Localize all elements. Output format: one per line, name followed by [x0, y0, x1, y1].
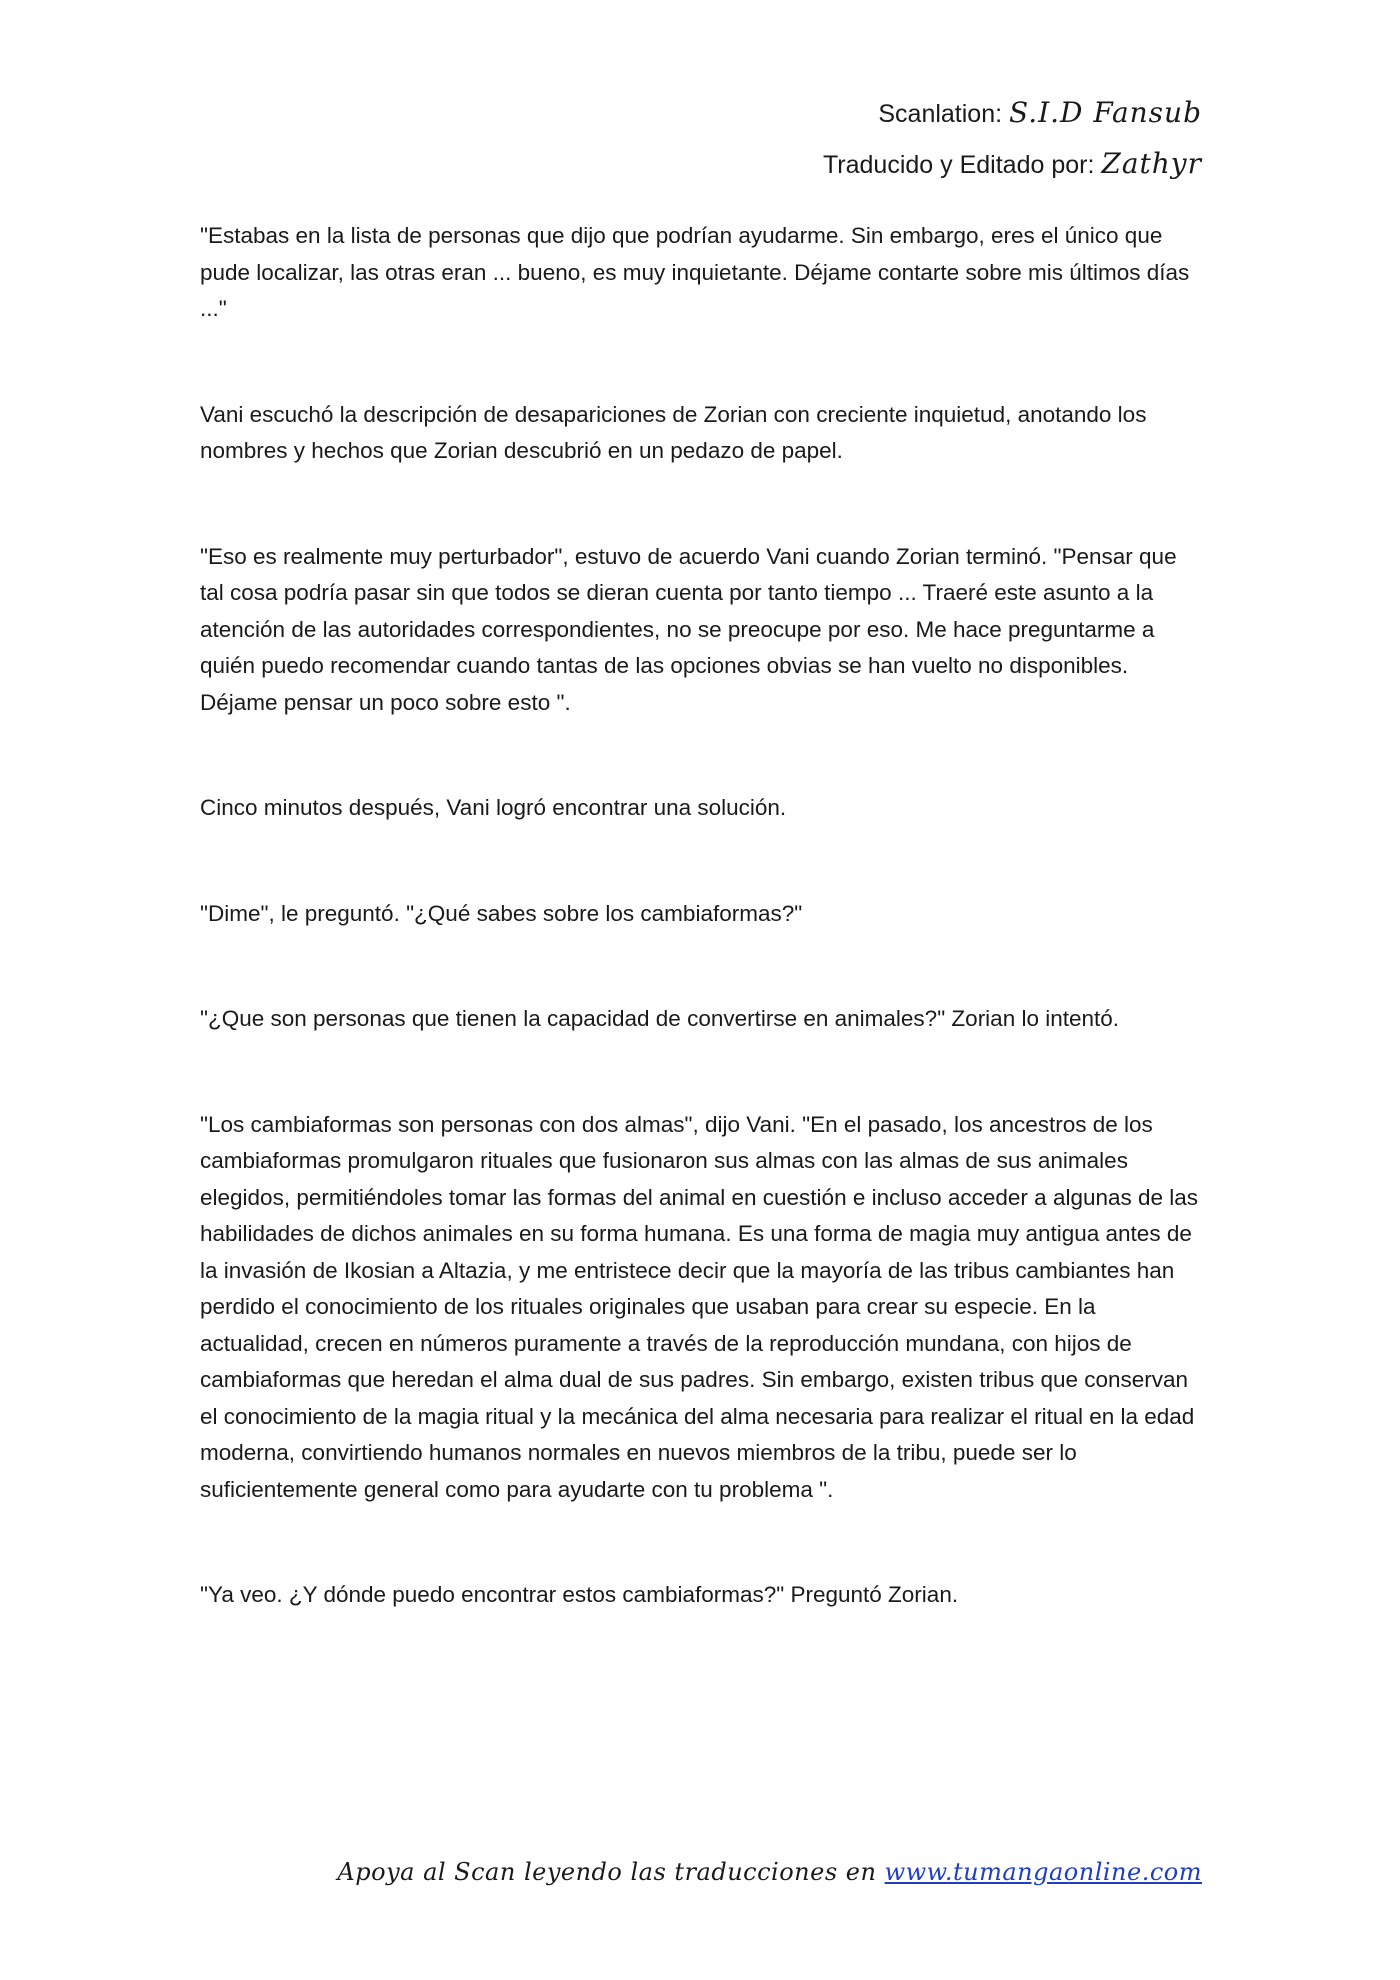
paragraph-5: "Dime", le preguntó. "¿Qué sabes sobre los cambiaformas?"	[200, 900, 803, 926]
paragraph-2: Vani escuchó la descripción de desapariciones de Zorian con creciente inquietud, anotando los nombres y hechos que Zorian descubrió en un pedazo de papel.	[200, 401, 1147, 463]
translator-value: Zathyr	[1101, 147, 1202, 180]
website-link[interactable]: www.tumangaonline.com	[884, 1858, 1202, 1886]
paragraph-6: "¿Que son personas que tienen la capacidad de convertirse en animales?" Zorian lo intentó.	[200, 1006, 1120, 1031]
scanlation-credit	[823, 88, 1202, 139]
scanlation-value: S.I.D Fansub	[1009, 96, 1202, 129]
paragraph-1: "Estabas en la lista de personas que dijo que podrían ayudarme. Sin embargo, eres el único que pude localizar, las otras eran ... bueno, es muy inquietante. Déjame contarte sobre mis últimos días ..."	[200, 223, 1190, 321]
scanlation-label: Scanlation:	[878, 100, 1003, 128]
translator-label: Traducido y Editado por:	[822, 151, 1095, 179]
credits-header	[823, 88, 1202, 190]
paragraph-4: Cinco minutos después, Vani logró encontrar una solución.	[200, 795, 787, 820]
paragraph-3: "Eso es realmente muy perturbador", estuvo de acuerdo Vani cuando Zorian terminó. "Pensar que tal cosa podría pasar sin que todos se dieran cuenta por tanto tiempo ... Traeré este asunto a la atención de las autoridades correspondientes, no se preocupe por eso. Me hace preguntarme a quién puedo recomendar cuando tantas de las opciones obvias se han vuelto no disponibles. Déjame pensar un poco sobre esto ".	[200, 543, 1177, 715]
support-footer	[337, 1858, 1202, 1886]
translator-credit	[823, 139, 1202, 190]
paragraph-8: "Ya veo. ¿Y dónde puedo encontrar estos cambiaformas?" Preguntó Zorian.	[200, 1582, 959, 1607]
paragraph-7: "Los cambiaformas son personas con dos almas", dijo Vani. "En el pasado, los ancestros de los cambiaformas promulgaron rituales que fusionaron sus almas con las almas de sus animales elegidos, permitiéndoles tomar las formas del animal en cuestión e incluso acceder a algunas de las habilidades de dichos animales en su forma humana. Es una forma de magia muy antigua antes de la invasión de Ikosian a Altazia, y me entristece decir que la mayoría de las tribus cambiantes han perdido el conocimiento de los rituales originales que usaban para crear su especie. En la actualidad, crecen en números puramente a través de la reproducción mundana, con hijos de cambiaformas que heredan el alma dual de sus padres. Sin embargo, existen tribus que conservan el conocimiento de la magia ritual y la mecánica del alma necesaria para realizar el ritual en la edad moderna, convirtiendo humanos normales en nuevos miembros de la tribu, puede ser lo suficientemente general como para ayudarte con tu problema ".	[200, 1111, 1199, 1502]
footer-text: Apoya al Scan leyendo las traducciones en	[337, 1858, 877, 1886]
document-body	[200, 218, 1205, 1683]
